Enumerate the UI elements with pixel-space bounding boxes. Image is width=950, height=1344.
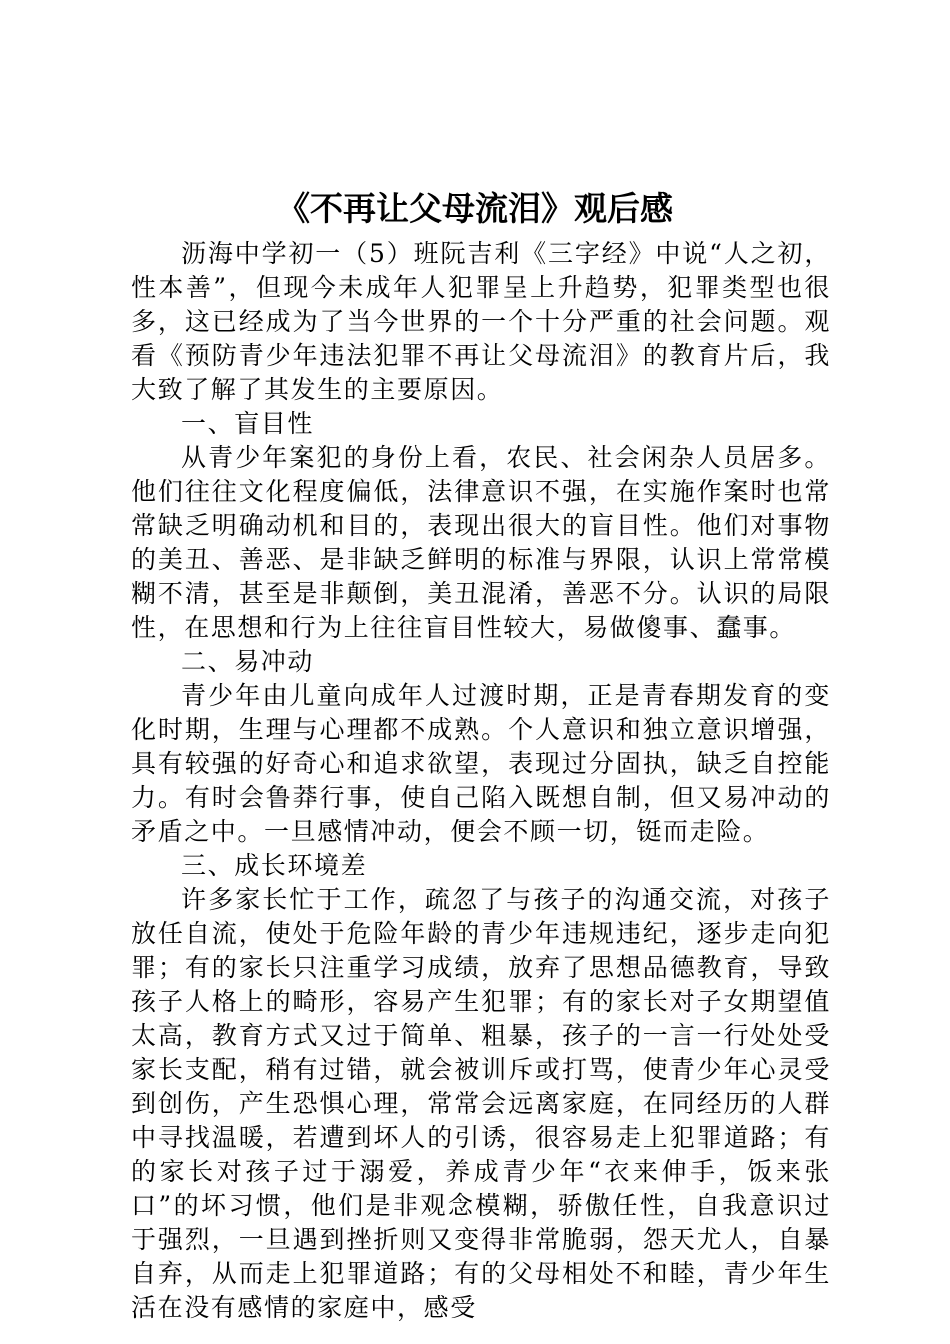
section-heading-3: 三、成长环境差 [181,851,368,880]
section-paragraph-1: 从青少年案犯的身份上看，农民、社会闲杂人员居多。他们往往文化程度偏低，法律意识不强，在实施作案时也常常缺乏明确动机和目的，表现出很大的盲目性。他们对事物的美丑、善恶、是非缺乏鲜明的标准与界限，认识上常常模糊不清，甚至是非颠倒，美丑混淆，善恶不分。认识的局限性，在思想和行为上往往盲目性较大，易做傻事、蠢事。 [131,443,831,642]
section-paragraph-3: 许多家长忙于工作，疏忽了与孩子的沟通交流，对孩子放任自流，使处于危险年龄的青少年违规违纪，逐步走向犯罪；有的家长只注重学习成绩，放弃了思想品德教育，导致孩子人格上的畸形，容易产生犯罪；有的家长对子女期望值太高，教育方式又过于简单、粗暴，孩子的一言一行处处受家长支配，稍有过错，就会被训斥或打骂，使青少年心灵受到创伤，产生恐惧心理，常常会远离家庭，在同经历的人群中寻找温暖，若遭到坏人的引诱，很容易走上犯罪道路；有的家长对孩子过于溺爱，养成青少年“衣来伸手，饭来张口”的坏习惯，他们是非观念模糊，骄傲任性，自我意识过于强烈，一旦遇到挫折则又变得非常脆弱，怨天尤人，自暴自弃，从而走上犯罪道路；有的父母相处不和睦，青少年生活在没有感情的家庭中，感受 [131,885,831,1322]
document-body [131,237,831,1325]
section-heading-2: 二、易冲动 [181,647,315,676]
section-heading-1: 一、盲目性 [181,409,315,438]
intro-paragraph: 沥海中学初一（5）班阮吉利《三字经》中说“人之初，性本善”，但现今未成年人犯罪呈上升趋势，犯罪类型也很多，这已经成为了当今世界的一个十分严重的社会问题。观看《预防青少年违法犯罪不再让父母流泪》的教育片后，我大致了解了其发生的主要原因。 [131,239,831,404]
section-paragraph-2: 青少年由儿童向成年人过渡时期，正是青春期发育的变化时期，生理与心理都不成熟。个人意识和独立意识增强，具有较强的好奇心和追求欲望，表现过分固执，缺乏自控能力。有时会鲁莽行事，使自己陷入既想自制，但又易冲动的矛盾之中。一旦感情冲动，便会不顾一切，铤而走险。 [131,681,831,846]
document-title: 《不再让父母流泪》观后感 [277,189,673,228]
